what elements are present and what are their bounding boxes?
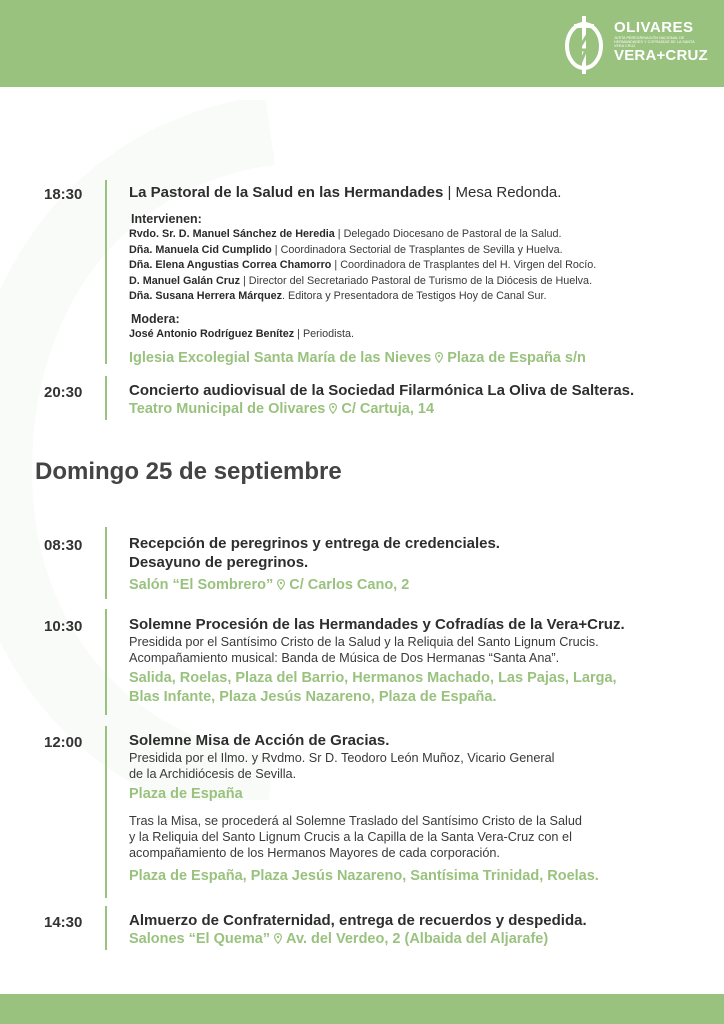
venue-name: Plaza de España [129,786,243,802]
venue-address: C/ Carlos Cano, 2 [289,577,410,593]
event-note: y la Reliquia del Santo Lignum Crucis a la Capilla de la Santa Vera-Cruz con el [129,830,572,844]
procession-route: Salida, Roelas, Plaza del Barrio, Hermanos Machado, Las Pajas, Larga, [129,670,617,686]
event-content [129,183,704,368]
venue-name: Salones “El Quema” [129,931,271,947]
speaker-item [129,258,704,274]
event-location [129,349,704,368]
procession-route: Blas Infante, Plaza Jesús Nazareno, Plaza de España. [129,689,497,705]
divider-line [105,906,107,950]
speaker-item [129,227,704,243]
event-time: 14:30 [44,914,83,931]
logo-text [614,20,708,64]
event-location [129,930,704,949]
olivares-vera-cruz-logo [562,12,712,76]
venue-name: Teatro Municipal de Olivares [129,401,326,417]
event-description: Presidida por el Santísimo Cristo de la Salud y la Reliquia del Santo Lignum Crucis. [129,635,599,649]
speakers-label: Intervienen: [131,212,202,226]
venue-address: C/ Cartuja, 14 [341,401,435,417]
event-content [129,615,704,707]
event-time: 10:30 [44,618,83,635]
divider-line [105,726,107,898]
logo-title: OLIVARES [614,19,694,36]
event-time: 08:30 [44,537,83,554]
event-location [129,576,704,595]
logo-title-2: VERA+CRUZ [614,47,708,64]
event-time: 18:30 [44,186,83,203]
day-heading: Domingo 25 de septiembre [35,458,342,485]
map-pin-icon [435,352,443,363]
map-pin-icon [329,403,337,414]
speaker-role: | Coordinadora Sectorial de Trasplantes de Sevilla y Huelva. [271,243,563,256]
event-content [129,534,704,595]
speaker-role: | Delegado Diocesano de Pastoral de la Salud. [334,228,562,240]
event-time: 20:30 [44,384,83,401]
event-title-text: La Pastoral de la Salud en las Hermandades [129,184,444,201]
speaker-name: Dña. Susana Herrera Márquez [129,290,283,302]
speaker-name: Dña. Manuela Cid Cumplido [129,243,272,256]
event-title: Almuerzo de Confraternidad, entrega de recuerdos y despedida. [129,912,587,929]
footer-bar [0,994,724,1024]
logo-cross-icon [562,12,610,76]
logo-subtitle: JUSTA PEREGRINACIÓN NACIONAL DE HERMANDADES Y COFRADÍAS DE LA SANTA VERA CRUZ [614,36,695,48]
divider-line [105,180,107,364]
event-title-line: Recepción de peregrinos y entrega de credenciales. [129,535,500,552]
speaker-name: D. Manuel Galán Cruz [129,274,240,287]
speaker-role: | Director del Secretariado Pastoral de Turismo de la Diócesis de Huelva. [240,274,593,287]
speaker-item [129,243,704,259]
event-content [129,381,704,419]
speaker-name: Rvdo. Sr. D. Manuel Sánchez de Heredia [129,228,335,240]
event-content [129,911,704,949]
event-description: de la Archidiócesis de Sevilla. [129,767,297,781]
speaker-role: . Editora y Presentadora de Testigos Hoy de Canal Sur. [282,290,547,302]
venue-name: Iglesia Excolegial Santa María de las Nieves [129,350,432,366]
venue-address: Plaza de España s/n [447,350,586,366]
event-time: 12:00 [44,734,83,751]
speaker-role: | Coordinadora de Trasplantes del H. Virgen del Rocío. [331,259,597,271]
event-note: acompañamiento de los Hermanos Mayores de cada corporación. [129,846,500,860]
venue-name: Salón “El Sombrero” [129,577,274,593]
speaker-name: Dña. Elena Angustias Correa Chamorro [129,259,332,271]
event-title-line: Desayuno de peregrinos. [129,554,309,571]
event-description: Presidida por el Ilmo. y Rvdmo. Sr D. Teodoro León Muñoz, Vicario General [129,751,555,765]
moderator-item [129,327,704,343]
event-title [129,183,704,202]
speaker-item [129,289,704,305]
divider-line [105,609,107,715]
event-title: Solemne Misa de Acción de Gracias. [129,732,390,749]
event-content [129,731,704,886]
event-title: Concierto audiovisual de la Sociedad Filarmónica La Oliva de Salteras. [129,382,635,399]
venue-address: Av. del Verdeo, 2 (Albaida del Aljarafe) [286,931,549,947]
event-location [129,400,704,419]
event-note: Tras la Misa, se procederá al Solemne Traslado del Santísimo Cristo de la Salud [129,814,582,828]
moderator-role: | Periodista. [294,327,354,340]
divider-line [105,527,107,599]
map-pin-icon [274,933,282,944]
moderator-name: José Antonio Rodríguez Benítez [129,327,295,340]
speaker-item [129,274,704,290]
event-title-suffix: | Mesa Redonda. [443,184,562,201]
event-description: Acompañamiento musical: Banda de Música de Dos Hermanas “Santa Ana”. [129,651,560,665]
event-title: Solemne Procesión de las Hermandades y Cofradías de la Vera+Cruz. [129,616,625,633]
procession-route: Plaza de España, Plaza Jesús Nazareno, Santísima Trinidad, Roelas. [129,868,599,884]
moderator-label: Modera: [131,311,180,326]
map-pin-icon [277,579,285,590]
divider-line [105,376,107,420]
